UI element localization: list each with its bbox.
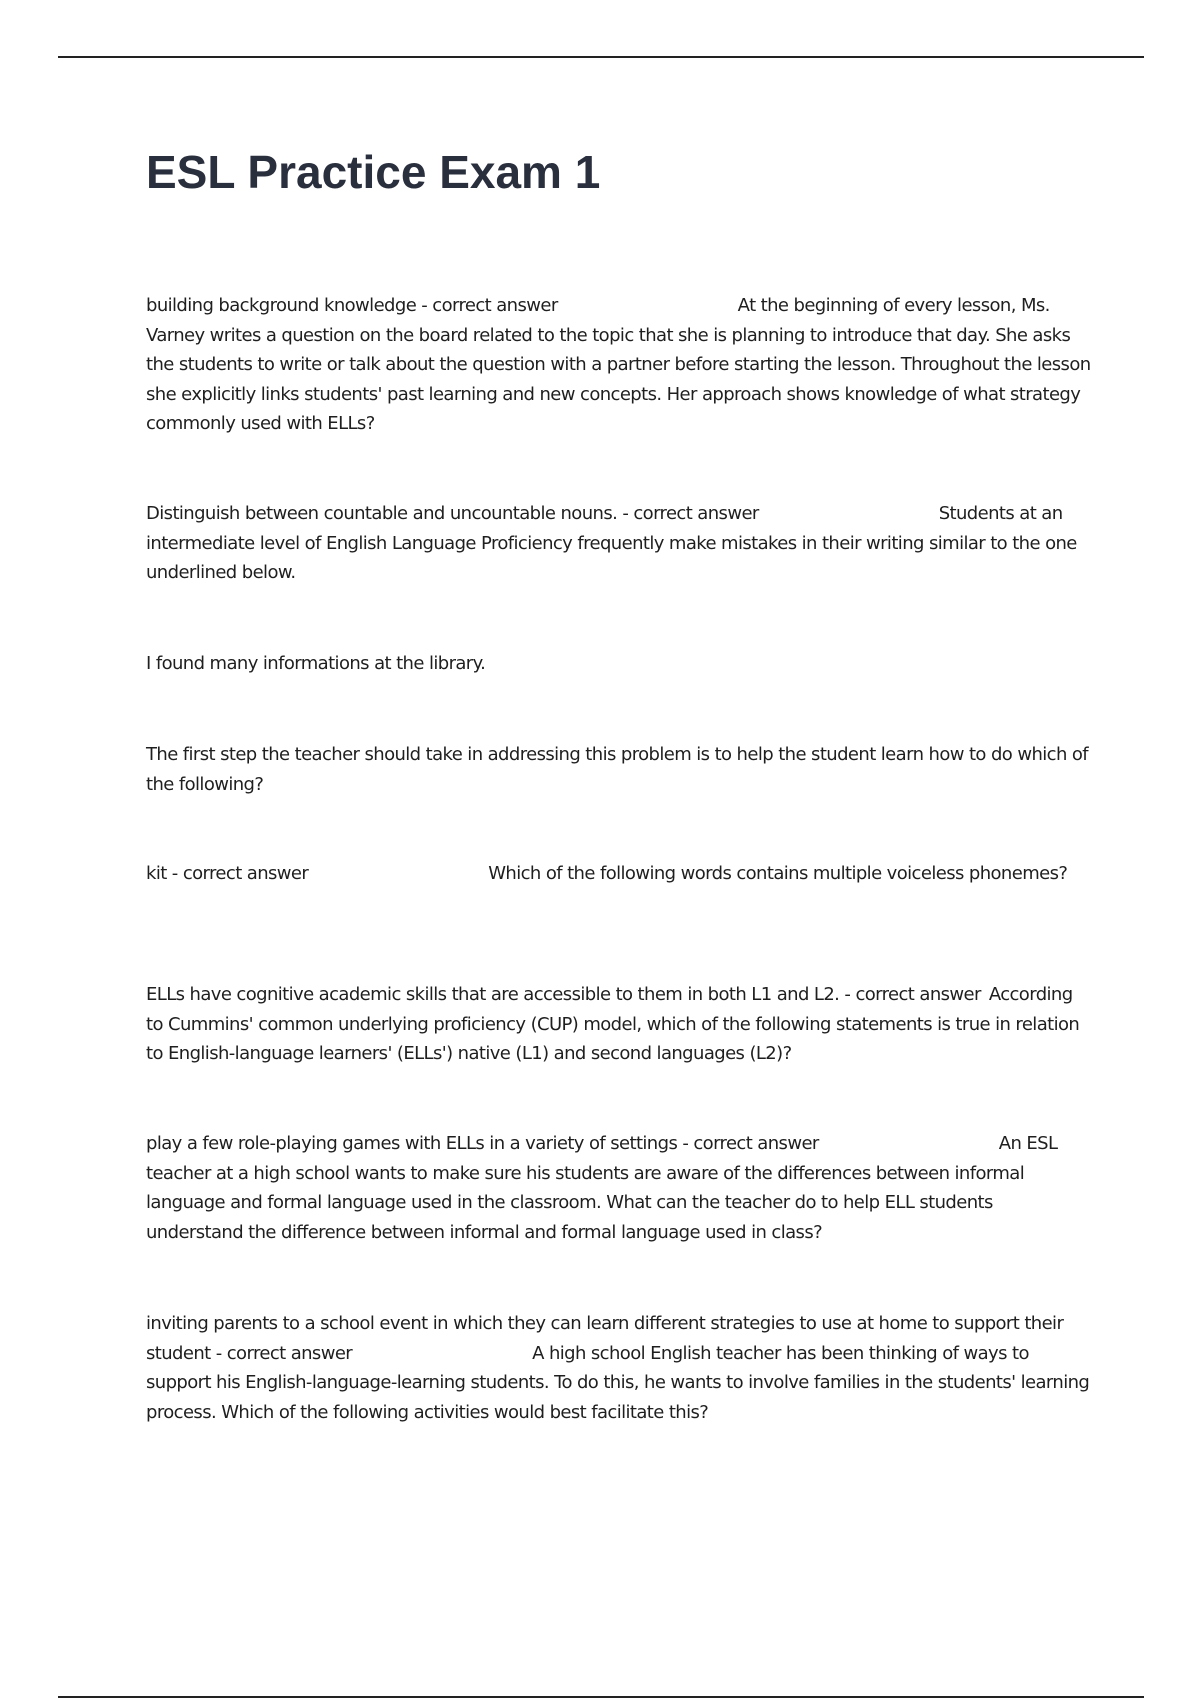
qa-item-5 bbox=[146, 1129, 1092, 1247]
answer-text: Distinguish between countable and uncountable nouns. - correct answer bbox=[146, 503, 759, 524]
question-text: At the beginning of every lesson, Ms. Varney writes a question on the board related to the topic that she is planning to introduce that day. She asks the students to write or talk about the question with a partner before starting the lesson. Throughout the lesson she explicitly links students' past learning and new concepts. Her approach shows knowledge of what strategy commonly used with ELLs? bbox=[146, 295, 1091, 434]
qa-item-1 bbox=[146, 291, 1092, 439]
answer-text: inviting parents to a school event in which they can learn different strategies to use at home to support their student - correct answer bbox=[146, 1313, 1064, 1364]
qa-item-2 bbox=[146, 499, 1092, 588]
qa-item-3 bbox=[146, 859, 1092, 889]
answer-text: kit - correct answer bbox=[146, 863, 309, 884]
answer-text: ELLs have cognitive academic skills that are accessible to them in both L1 and L2. - correct answer bbox=[146, 984, 981, 1005]
question-text: According to Cummins' common underlying proficiency (CUP) model, which of the following statements is true in relation to English-language learners' (ELLs') native (L1) and second languages (L2)? bbox=[146, 984, 1080, 1064]
bottom-rule bbox=[58, 1696, 1144, 1698]
page-title: ESL Practice Exam 1 bbox=[146, 146, 601, 198]
qa-item-6 bbox=[146, 1309, 1092, 1427]
follow-up-question: The first step the teacher should take in addressing this problem is to help the student learn how to do which of the following? bbox=[146, 744, 1089, 795]
question-text: A high school English teacher has been thinking of ways to support his English-language-learning students. To do this, he wants to involve families in the students' learning process. Which of the following activities would best facilitate this? bbox=[146, 1342, 1090, 1423]
example-sentence: I found many informations at the library. bbox=[146, 653, 486, 674]
qa-item-4 bbox=[146, 980, 1092, 1069]
question-text: Which of the following words contains multiple voiceless phonemes? bbox=[488, 863, 1068, 884]
question-text: An ESL teacher at a high school wants to make sure his students are aware of the differences between informal language and formal language used in the classroom. What can the teacher do to help ELL students understand the difference between informal and formal language used in class? bbox=[146, 1133, 1058, 1243]
answer-text: building background knowledge - correct answer bbox=[146, 295, 558, 316]
question-text: Students at an intermediate level of English Language Proficiency frequently make mistakes in their writing similar to the one underlined below. bbox=[146, 503, 1077, 583]
answer-text: play a few role-playing games with ELLs in a variety of settings - correct answer bbox=[146, 1133, 819, 1154]
top-rule bbox=[58, 56, 1144, 58]
